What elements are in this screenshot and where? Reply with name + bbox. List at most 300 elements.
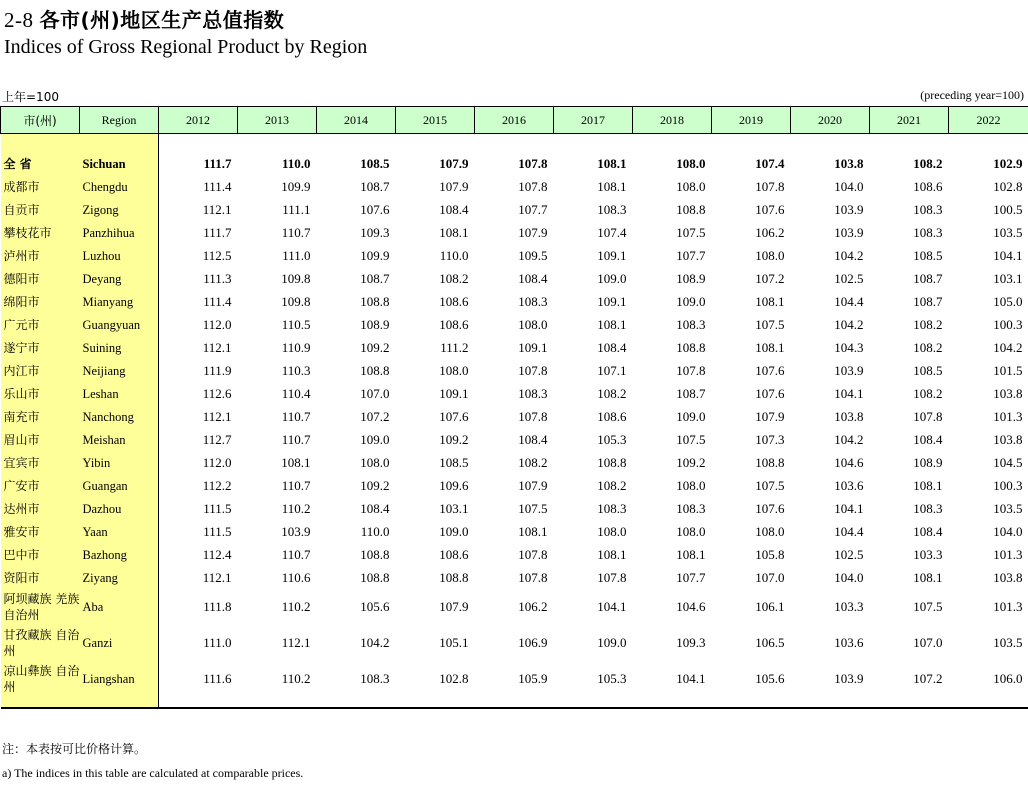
index-value: 107.9 [755,408,785,424]
index-value: 103.9 [834,362,864,378]
index-value: 108.2 [913,385,943,401]
index-value: 107.4 [755,155,785,171]
region-name-cn: 凉山彝族 自治州 [1,661,80,697]
index-value: 107.5 [755,477,785,493]
index-value: 104.1 [597,599,627,614]
index-value: 105.9 [518,671,548,686]
index-value: 108.8 [676,201,706,217]
index-value: 108.6 [439,316,469,332]
index-value: 101.3 [993,408,1023,424]
index-value: 109.8 [281,270,311,286]
table-number: 2-8 [4,8,34,32]
header-region: Region [80,107,159,134]
index-value: 103.5 [993,635,1023,650]
index-value: 108.0 [518,316,548,332]
spacer-cell [317,134,396,153]
index-value: 110.2 [281,500,311,516]
index-value: 100.3 [993,316,1023,332]
header-year: 2020 [791,107,870,134]
index-value: 108.6 [439,546,469,562]
index-value: 108.4 [913,523,943,539]
index-value: 111.7 [203,224,232,240]
index-value: 103.6 [834,635,864,650]
region-name-cn: 巴中市 [1,543,80,566]
index-value: 102.8 [993,178,1023,194]
table-row [1,543,1028,566]
region-name-en: Leshan [80,382,159,405]
spacer-cell [80,134,159,153]
index-value: 104.4 [834,523,864,539]
region-name-en: Bazhong [80,543,159,566]
index-value: 108.1 [518,523,548,539]
index-value: 107.8 [518,178,548,194]
region-name-cn: 甘孜藏族 自治州 [1,625,80,661]
index-value: 103.9 [834,201,864,217]
index-value: 105.6 [360,599,390,614]
index-value: 104.0 [993,523,1023,539]
index-value: 110.7 [281,546,311,562]
region-name-en: Ganzi [80,625,159,661]
page-title-cn [4,4,284,33]
index-value: 108.8 [360,293,390,309]
index-value: 109.0 [676,293,706,309]
region-name-cn: 全 省 [1,152,80,175]
footnote-cn: 注：本表按可比价格计算。 [2,742,147,756]
index-value: 108.1 [597,155,627,171]
index-value: 112.5 [202,247,232,263]
index-value: 108.2 [913,316,943,332]
index-value: 105.6 [755,671,785,686]
index-value: 106.0 [993,671,1023,686]
table-row [1,313,1028,336]
index-value: 102.5 [834,546,864,562]
end-cell [870,697,949,708]
index-value: 103.8 [993,431,1023,447]
index-value: 110.3 [281,362,311,378]
index-value: 103.3 [913,546,943,562]
index-value: 108.0 [676,523,706,539]
index-value: 111.7 [203,155,232,171]
index-value: 107.9 [439,599,469,614]
index-value: 108.4 [439,201,469,217]
spacer-cell [238,134,317,153]
end-row [1,697,1028,708]
index-value: 109.9 [360,247,390,263]
spacer-cell [554,134,633,153]
index-value: 107.6 [755,201,785,217]
header-year: 2016 [475,107,554,134]
table-row [1,405,1028,428]
index-value: 108.2 [597,385,627,401]
region-name-cn: 攀枝花市 [1,221,80,244]
index-value: 107.8 [518,408,548,424]
index-value: 102.5 [834,270,864,286]
index-value: 112.1 [202,569,232,585]
region-name-en: Yibin [80,451,159,474]
index-value: 108.3 [518,385,548,401]
table-row [1,221,1028,244]
index-value: 109.5 [518,247,548,263]
index-value: 108.8 [360,546,390,562]
index-value: 104.5 [993,454,1023,470]
index-value: 108.0 [676,155,706,171]
index-value: 108.4 [913,431,943,447]
index-value: 101.3 [993,546,1023,562]
region-name-en: Zigong [80,198,159,221]
index-value: 108.6 [597,408,627,424]
index-value: 111.8 [203,599,232,614]
region-name-cn: 南充市 [1,405,80,428]
index-value: 104.2 [993,339,1023,355]
index-value: 110.0 [439,247,469,263]
index-value: 107.6 [755,500,785,516]
index-value: 109.0 [676,408,706,424]
header-year: 2022 [949,107,1028,134]
index-value: 104.1 [993,247,1023,263]
index-value: 109.1 [597,293,627,309]
index-value: 105.3 [597,431,627,447]
index-value: 108.3 [913,201,943,217]
index-value: 107.5 [755,316,785,332]
table-row [1,152,1028,175]
table-row [1,566,1028,589]
end-cell [317,697,396,708]
index-value: 107.2 [913,671,943,686]
index-value: 103.8 [993,569,1023,585]
index-value: 108.7 [676,385,706,401]
index-value: 102.8 [439,671,469,686]
index-value: 109.0 [439,523,469,539]
index-value: 112.1 [202,201,232,217]
index-value: 108.3 [597,201,627,217]
index-value: 103.5 [993,224,1023,240]
region-name-cn: 雅安市 [1,520,80,543]
index-value: 103.9 [834,671,864,686]
table-row [1,244,1028,267]
index-value: 110.7 [281,431,311,447]
index-value: 107.6 [755,362,785,378]
index-value: 112.1 [202,339,232,355]
index-value: 108.1 [913,569,943,585]
index-value: 112.0 [202,454,232,470]
index-value: 108.5 [913,247,943,263]
index-value: 100.3 [993,477,1023,493]
end-cell [475,697,554,708]
index-value: 107.5 [913,599,943,614]
region-name-en: Luzhou [80,244,159,267]
region-name-en: Guangyuan [80,313,159,336]
index-value: 110.7 [281,477,311,493]
end-cell [396,697,475,708]
index-value: 108.8 [439,569,469,585]
index-value: 108.9 [676,270,706,286]
spacer-cell [949,134,1028,153]
index-value: 112.6 [202,385,232,401]
region-name-cn: 阿坝藏族 羌族自治州 [1,589,80,625]
index-value: 104.1 [834,500,864,516]
index-value: 107.2 [360,408,390,424]
spacer-cell [1,134,80,153]
table-row [1,290,1028,313]
region-name-en: Dazhou [80,497,159,520]
index-value: 108.7 [913,270,943,286]
index-value: 104.2 [834,431,864,447]
index-value: 107.3 [755,431,785,447]
index-value: 107.8 [518,569,548,585]
index-value: 110.7 [281,224,311,240]
index-value: 108.1 [913,477,943,493]
index-value: 104.3 [834,339,864,355]
end-cell [633,697,712,708]
index-value: 108.4 [597,339,627,355]
end-cell [1,697,80,708]
index-value: 108.8 [676,339,706,355]
index-value: 108.5 [439,454,469,470]
index-value: 104.1 [834,385,864,401]
index-value: 108.4 [360,500,390,516]
index-value: 104.6 [834,454,864,470]
region-name-en: Suining [80,336,159,359]
index-value: 109.0 [597,635,627,650]
region-name-cn: 遂宁市 [1,336,80,359]
table-row [1,359,1028,382]
index-value: 111.0 [282,247,311,263]
index-value: 107.7 [518,201,548,217]
spacer-cell [396,134,475,153]
region-name-cn: 乐山市 [1,382,80,405]
index-value: 108.5 [913,362,943,378]
spacer-cell [633,134,712,153]
index-value: 103.8 [834,408,864,424]
index-value: 107.9 [518,477,548,493]
index-value: 110.4 [281,385,311,401]
end-cell [554,697,633,708]
index-value: 106.9 [518,635,548,650]
index-value: 108.6 [439,293,469,309]
table-row [1,336,1028,359]
index-value: 108.3 [360,671,390,686]
index-value: 112.4 [202,546,232,562]
index-value: 108.2 [518,454,548,470]
index-value: 108.9 [913,454,943,470]
region-name-cn: 眉山市 [1,428,80,451]
region-name-cn: 内江市 [1,359,80,382]
index-value: 107.8 [676,362,706,378]
index-value: 105.3 [597,671,627,686]
index-value: 108.1 [755,339,785,355]
index-value: 109.2 [360,477,390,493]
region-name-en: Neijiang [80,359,159,382]
index-value: 108.3 [518,293,548,309]
region-name-en: Liangshan [80,661,159,697]
index-value: 107.7 [676,569,706,585]
index-value: 112.2 [202,477,232,493]
index-value: 111.4 [203,178,232,194]
index-value: 109.6 [439,477,469,493]
index-value: 104.2 [834,316,864,332]
region-name-en: Deyang [80,267,159,290]
index-value: 103.8 [993,385,1023,401]
index-value: 108.0 [755,523,785,539]
table-row [1,175,1028,198]
index-value: 108.0 [755,247,785,263]
index-value: 108.0 [676,178,706,194]
region-name-cn: 广安市 [1,474,80,497]
index-value: 107.6 [755,385,785,401]
index-value: 109.3 [360,224,390,240]
index-value: 108.2 [913,155,943,171]
index-value: 110.7 [281,408,311,424]
index-value: 108.0 [597,523,627,539]
index-value: 111.1 [282,201,311,217]
index-value: 107.1 [597,362,627,378]
end-cell [791,697,870,708]
index-value: 107.8 [518,362,548,378]
index-value: 111.9 [203,362,232,378]
index-value: 103.5 [993,500,1023,516]
index-value: 111.3 [203,270,232,286]
region-name-cn: 资阳市 [1,566,80,589]
region-name-cn: 德阳市 [1,267,80,290]
table-row [1,267,1028,290]
index-value: 104.2 [834,247,864,263]
index-value: 104.0 [834,569,864,585]
index-value: 104.6 [676,599,706,614]
index-value: 107.4 [597,224,627,240]
index-value: 103.1 [993,270,1023,286]
index-value: 107.0 [913,635,943,650]
table-row [1,451,1028,474]
index-value: 107.8 [913,408,943,424]
index-value: 110.9 [281,339,311,355]
header-year: 2021 [870,107,949,134]
index-value: 109.8 [281,293,311,309]
region-name-cn: 成都市 [1,175,80,198]
unit-note-en: (preceding year=100) [920,88,1024,102]
index-value: 101.5 [993,362,1023,378]
table-row [1,428,1028,451]
end-cell [238,697,317,708]
index-value: 108.7 [360,270,390,286]
region-name-en: Ziyang [80,566,159,589]
index-value: 107.8 [597,569,627,585]
table-row [1,198,1028,221]
region-name-en: Aba [80,589,159,625]
index-value: 102.9 [993,155,1023,171]
end-cell [159,697,238,708]
index-value: 101.3 [993,599,1023,614]
index-value: 109.9 [281,178,311,194]
index-value: 108.7 [360,178,390,194]
index-value: 103.6 [834,477,864,493]
index-value: 110.0 [360,523,390,539]
region-name-en: Yaan [80,520,159,543]
index-value: 112.0 [202,316,232,332]
index-value: 107.2 [755,270,785,286]
index-value: 105.8 [755,546,785,562]
index-value: 110.5 [281,316,311,332]
region-name-cn: 广元市 [1,313,80,336]
header-year: 2012 [159,107,238,134]
index-value: 110.0 [281,155,311,171]
index-value: 106.1 [755,599,785,614]
index-value: 108.4 [518,431,548,447]
index-value: 110.6 [281,569,311,585]
index-value: 108.0 [360,454,390,470]
table-row [1,625,1028,661]
index-value: 112.7 [202,431,232,447]
page-title-en: Indices of Gross Regional Product by Region [4,36,368,58]
index-value: 108.8 [597,454,627,470]
index-value: 111.5 [203,500,232,516]
index-value: 106.2 [755,224,785,240]
header-city-cn: 市(州) [1,107,80,134]
region-name-cn: 泸州市 [1,244,80,267]
index-value: 108.7 [913,293,943,309]
index-value: 108.1 [676,546,706,562]
table-row [1,497,1028,520]
index-value: 109.3 [676,635,706,650]
index-value: 111.5 [203,523,232,539]
index-value: 108.1 [597,178,627,194]
index-value: 110.2 [281,671,311,686]
index-value: 107.7 [676,247,706,263]
indices-table [0,106,1028,709]
index-value: 108.3 [913,224,943,240]
index-value: 109.1 [518,339,548,355]
header-year: 2013 [238,107,317,134]
index-value: 107.5 [518,500,548,516]
index-value: 104.1 [676,671,706,686]
index-value: 107.8 [518,546,548,562]
index-value: 108.1 [597,546,627,562]
region-name-en: Meishan [80,428,159,451]
index-value: 106.5 [755,635,785,650]
spacer-cell [791,134,870,153]
index-value: 111.4 [203,293,232,309]
index-value: 108.2 [597,477,627,493]
index-value: 108.3 [597,500,627,516]
index-value: 103.9 [281,523,311,539]
index-value: 105.1 [439,635,469,650]
index-value: 109.2 [439,431,469,447]
table-row [1,589,1028,625]
index-value: 107.5 [676,431,706,447]
index-value: 103.1 [439,500,469,516]
header-year: 2017 [554,107,633,134]
index-value: 107.9 [518,224,548,240]
header-year: 2014 [317,107,396,134]
index-value: 107.9 [439,155,469,171]
header-year: 2019 [712,107,791,134]
index-value: 108.1 [439,224,469,240]
index-value: 100.5 [993,201,1023,217]
unit-note-cn: 上年=100 [2,90,59,104]
region-name-en: Chengdu [80,175,159,198]
end-cell [712,697,791,708]
index-value: 108.8 [360,569,390,585]
index-value: 108.1 [281,454,311,470]
index-value: 107.0 [755,569,785,585]
index-value: 107.8 [755,178,785,194]
index-value: 108.6 [913,178,943,194]
spacer-cell [870,134,949,153]
index-value: 108.1 [597,316,627,332]
index-value: 104.4 [834,293,864,309]
index-value: 107.9 [439,178,469,194]
index-value: 107.6 [360,201,390,217]
spacer-row [1,134,1028,153]
